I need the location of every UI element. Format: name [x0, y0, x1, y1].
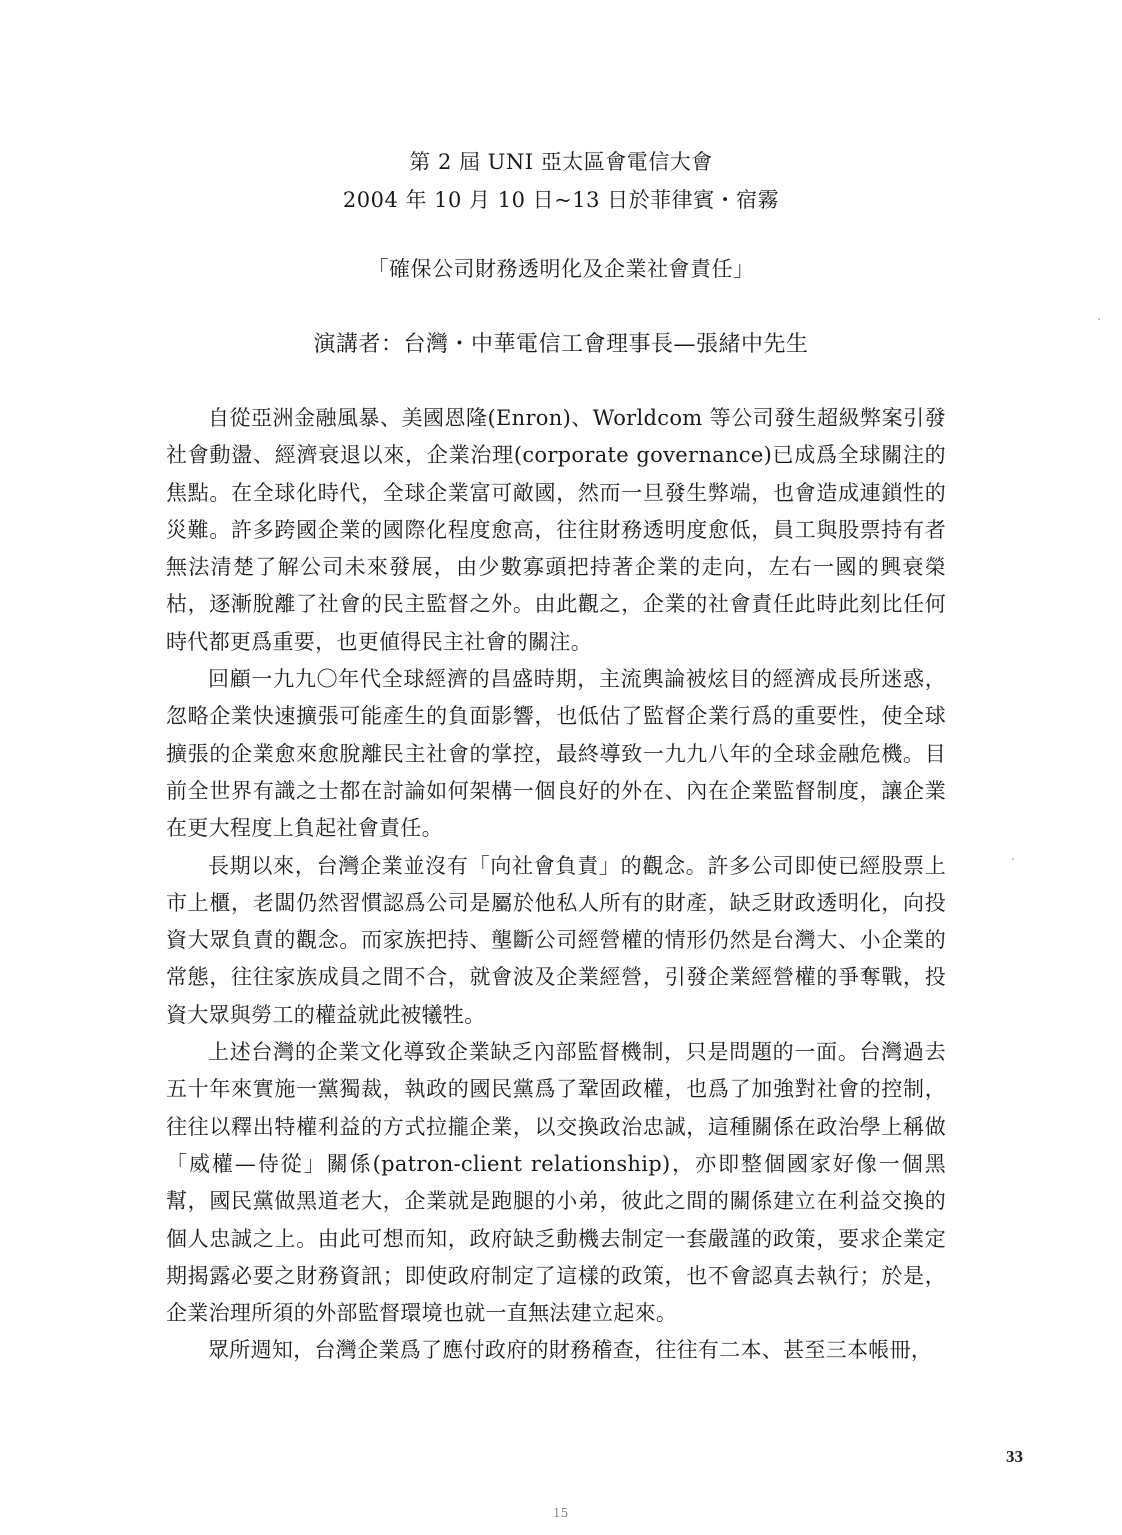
paragraph: 長期以來，台灣企業並沒有「向社會負責」的觀念。許多公司即使已經股票上市上櫃，老闆仍然習慣認爲公司是屬於他私人所有的財產，缺乏財政透明化，向投資大眾負責的觀念。而家族把持、壟斷公司經營權的情形仍然是台灣大、小企業的常態，往往家族成員之間不合，就會波及企業經營，引發企業經營權的爭奪戰，投資大眾與勞工的權益就此被犧牲。: [166, 853, 946, 1027]
conference-name: 第 2 屆 UNI 亞太區會電信大會: [409, 150, 713, 174]
conference-date-location: 2004 年 10 月 10 日~13 日於菲律賓・宿霧: [342, 188, 780, 212]
page-number: 33: [1006, 1447, 1023, 1466]
paragraph: 自從亞洲金融風暴、美國恩隆(Enron)、Worldcom 等公司發生超級弊案引發社會動盪、經濟衰退以來，企業治理(corporate governance)已成爲全球關注的焦點。在全球化時代，全球企業富可敵國，然而一旦發生弊端，也會造成連鎖性的災難。許多跨國企業的國際化程度愈高，往往財務透明度愈低，員工與股票持有者無法清楚了解公司未來發展，由少數寡頭把持著企業的走向，左右一國的興衰榮枯，逐漸脫離了社會的民主監督之外。由此觀之，企業的社會責任此時此刻比任何時代都更爲重要，也更値得民主社會的關注。: [166, 406, 946, 654]
speaker-line: 演講者：台灣・中華電信工會理事長—張緒中先生: [313, 332, 809, 357]
speech-body: [166, 400, 946, 1370]
speech-title: 「確保公司財務透明化及企業社會責任」: [367, 257, 755, 281]
scan-mark: 15: [553, 1506, 569, 1520]
paragraph: 回顧一九九〇年代全球經濟的昌盛時期，主流輿論被炫目的經濟成長所迷惑，忽略企業快速擴張可能產生的負面影響，也低估了監督企業行爲的重要性，使全球擴張的企業愈來愈脫離民主社會的掌控，最終導致一九九八年的全球金融危機。目前全世界有識之士都在討論如何架構一個良好的外在、內在企業監督制度，讓企業在更大程度上負起社會責任。: [166, 667, 946, 841]
scan-speck: [1012, 858, 1014, 860]
scan-speck: [1098, 318, 1100, 320]
paragraph: 上述台灣的企業文化導致企業缺乏內部監督機制，只是問題的一面。台灣過去五十年來實施一黨獨裁，執政的國民黨爲了鞏固政權，也爲了加強對社會的控制，往往以釋出特權利益的方式拉攏企業，以交換政治忠誠，這種關係在政治學上稱做「威權—侍從」關係(patron-client relationship)，亦即整個國家好像一個黑幫，國民黨做黑道老大，企業就是跑腿的小弟，彼此之間的關係建立在利益交換的個人忠誠之上。由此可想而知，政府缺乏動機去制定一套嚴謹的政策，要求企業定期揭露必要之財務資訊；即使政府制定了這樣的政策，也不會認真去執行；於是，企業治理所須的外部監督環境也就一直無法建立起來。: [166, 1040, 946, 1326]
paragraph: 眾所週知，台灣企業爲了應付政府的財務稽查，往往有二本、甚至三本帳冊，: [208, 1338, 933, 1363]
